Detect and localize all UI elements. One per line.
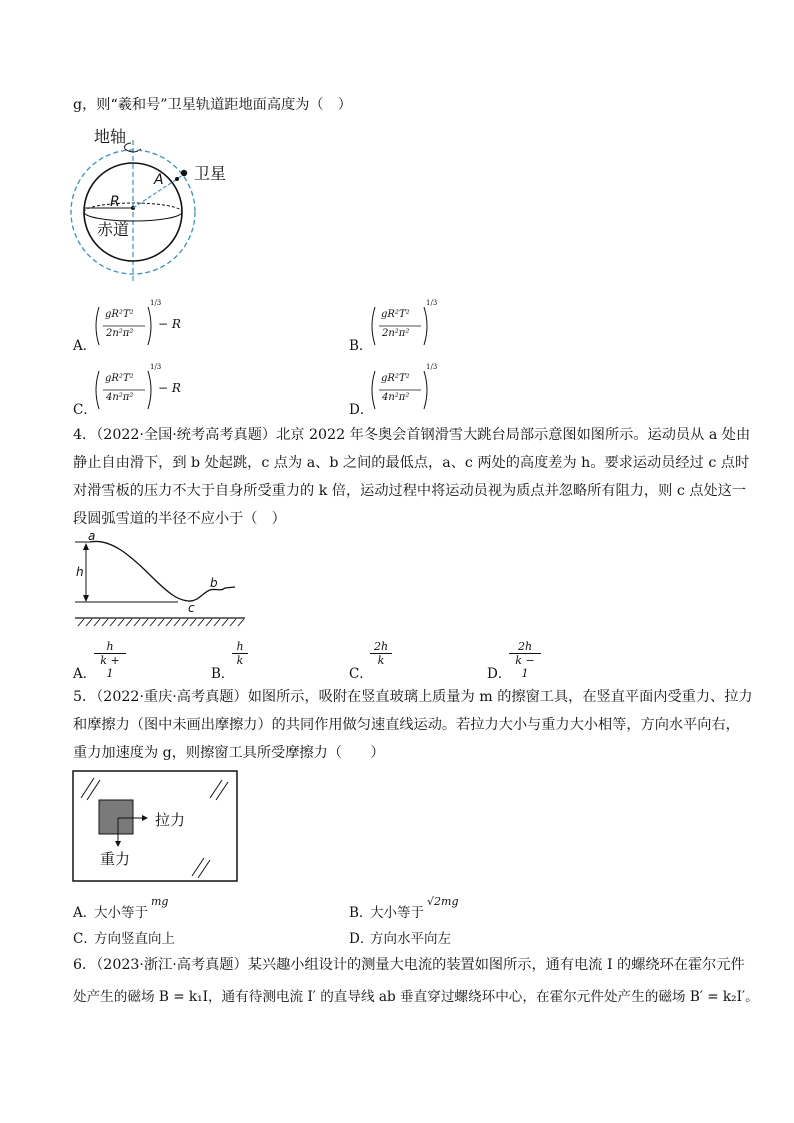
q6-stem-line1: 6．（2023·浙江·高考真题）某兴趣小组设计的测量大电流的装置如图所示，通有电流 I 的螺绕环在霍尔元件 xyxy=(73,957,745,973)
point-a-label: A xyxy=(154,172,164,188)
height-h-label: h xyxy=(76,565,84,579)
axis-label: 地轴 xyxy=(94,127,127,146)
equator-label: 赤道 xyxy=(97,220,130,239)
window-cleaner-figure xyxy=(72,770,240,884)
q5-stem-line2: 和摩擦力（图中未画出摩擦力）的共同作用做匀速直线运动。若拉力大小与重力大小相等，方向水平向右， xyxy=(73,717,740,733)
q5-stem-line3: 重力加速度为 g，则擦窗工具所受摩擦力（ ） xyxy=(73,745,385,761)
point-a-label: a xyxy=(88,530,96,543)
point-c-label: c xyxy=(188,601,195,615)
ski-jump-figure xyxy=(70,530,250,630)
radius-label: R xyxy=(110,194,120,210)
satellite-orbit-figure xyxy=(70,122,240,287)
q4-stem-line4: 段圆弧雪道的半径不应小于（ ） xyxy=(73,511,286,527)
satellite-label: 卫星 xyxy=(194,164,227,183)
q4-stem-line1: 4．（2022·全国·统考高考真题）北京 2022 年冬奥会首钢滑雪大跳台局部示意图如图所示。运动员从 a 处由 xyxy=(73,427,751,443)
q3-stem: g，则“羲和号”卫星轨道距地面高度为（ ） xyxy=(73,97,352,113)
q6-stem-line2: 处产生的磁场 B = k₁I，通有待测电流 I′ 的直导线 ab 垂直穿过螺绕环中心，在霍尔元件处产生的磁场 B′ = k₂I′。 xyxy=(73,989,759,1005)
gravity-label: 重力 xyxy=(100,850,131,868)
point-b-label: b xyxy=(210,576,218,590)
q4-stem-line2: 静止自由滑下，到 b 处起跳，c 点为 a、b 之间的最低点，a、c 两处的高度差为 h。要求运动员经过 c 点时 xyxy=(73,455,750,471)
pull-label: 拉力 xyxy=(155,811,186,829)
q4-stem-line3: 对滑雪板的压力不大于自身所受重力的 k 倍，运动过程中将运动员视为质点并忽略所有阻力，则 c 点处这一 xyxy=(73,483,747,499)
q5-stem-line1: 5．（2022·重庆·高考真题）如图所示，吸附在竖直玻璃上质量为 m 的擦窗工具，在竖直平面内受重力、拉力 xyxy=(73,689,753,705)
